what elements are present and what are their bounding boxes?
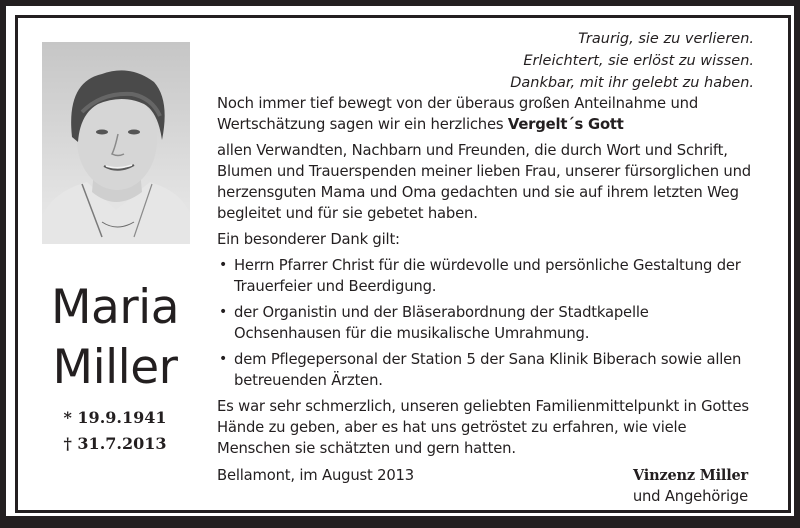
list-item-text: dem Pflegepersonal der Station 5 der Sana Klinik Biberach sowie allen betreuenden Ärzten. (234, 351, 742, 389)
motto-line: Dankbar, mit ihr gelebt zu haben. (510, 75, 754, 91)
motto-verse (510, 28, 754, 94)
portrait-photo (42, 42, 190, 244)
bullet-icon: • (219, 257, 228, 273)
list-item-text: Herrn Pfarrer Christ für die würdevolle und persönliche Gestaltung der Trauerfeier und Beerdigung. (234, 257, 741, 295)
place-and-date: Bellamont, im August 2013 (217, 467, 414, 484)
thanks-paragraph: allen Verwandten, Nachbarn und Freunden, die durch Wort und Schrift, Blumen und Trauerspenden meiner lieben Frau, unserer fürsorglichen und herzensguten Mama und Oma gedachten und sie auf ihrem letzten Weg begleitet und für sie gebetet haben. (217, 142, 751, 222)
closing-paragraph: Es war sehr schmerzlich, unseren geliebten Familienmittelpunkt in Gottes Hände zu geben, aber es hat uns getröstet zu erfahren, wie viele Menschen sie schätzten und gern hatten. (217, 398, 749, 457)
list-item (217, 302, 757, 344)
list-item (217, 349, 757, 391)
birth-date: * 19.9.1941 (63, 408, 167, 427)
bullet-icon: • (219, 351, 228, 367)
bullet-icon: • (219, 304, 228, 320)
signoff-name: Vinzenz Miller (633, 467, 748, 484)
deceased-first-name: Maria (50, 280, 180, 335)
deceased-last-name: Miller (52, 340, 178, 395)
list-item-text: der Organistin und der Bläserabordnung der Stadtkapelle Ochsenhausen für die musikalische Umrahmung. (234, 304, 649, 342)
portrait-illustration-icon (42, 42, 190, 244)
intro-paragraph (217, 93, 757, 135)
signoff (633, 465, 748, 507)
motto-line: Traurig, sie zu verlieren. (578, 31, 754, 47)
intro-emphasis: Vergelt´s Gott (507, 116, 624, 133)
thank-you-text (217, 93, 757, 464)
list-item (217, 255, 757, 297)
special-thanks-heading: Ein besonderer Dank gilt: (217, 231, 400, 248)
intro-text: Noch immer tief bewegt von der überaus großen Anteilnahme und Wertschätzung sagen wir ein herzliches (217, 95, 699, 133)
signoff-relatives: und Angehörige (632, 488, 748, 505)
death-date: † 31.7.2013 (63, 434, 167, 453)
motto-line: Erleichtert, sie erlöst zu wissen. (523, 53, 754, 69)
special-thanks-list (217, 255, 757, 391)
